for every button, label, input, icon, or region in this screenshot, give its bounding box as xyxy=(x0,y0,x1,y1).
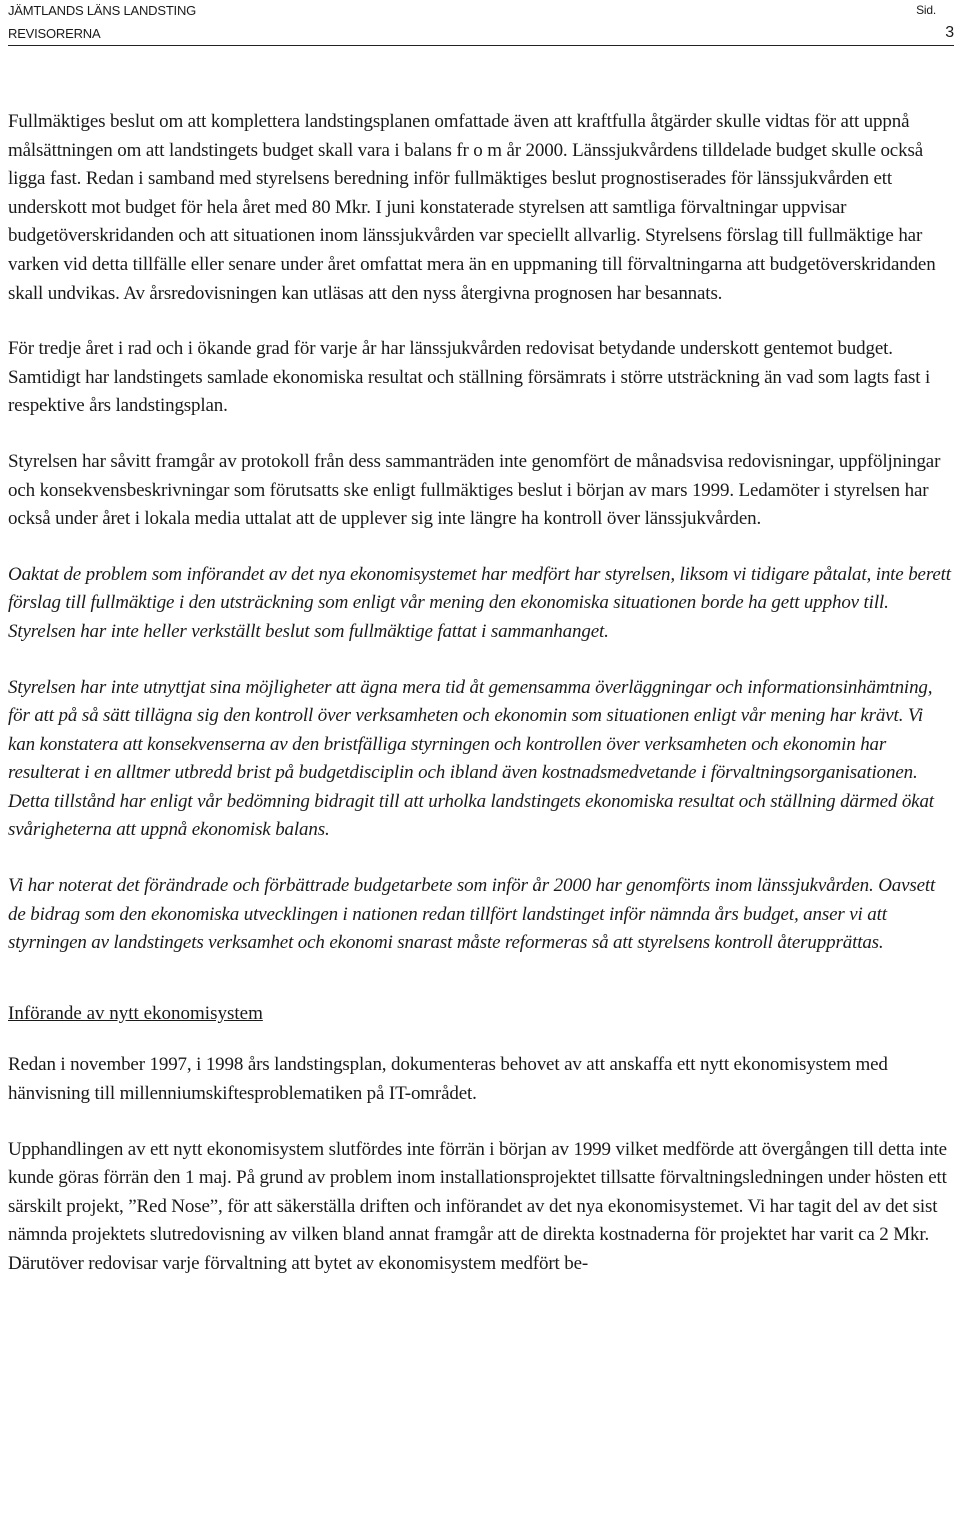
header-dept: REVISORERNA xyxy=(8,26,101,41)
paragraph-assessment-budget-work: Vi har noterat det förändrade och förbättrade budgetarbete som inför år 2000 har genomförts inom länssjukvården. Oavsett de bidrag som den ekonomiska utvecklingen i nationen redan tillfört landstinget inför nämnda års budget, anser vi att styrningen av landstingets verksamhet och ekonomi snarast måste reformeras så att styrelsens kontroll återupprättas. xyxy=(8,875,936,954)
paragraph-board-reporting: Styrelsen har såvitt framgår av protokoll från dess sammanträden inte genomfört de månadsvisa redovisningar, uppföljningar och konsekvensbeskrivningar som förutsatts ske enligt fullmäktiges beslut i början av mars 1999. Ledamöter i styrelsen har också under året i lokala media uttalat att de upplever sig inte längre ha kontroll över länssjukvården. xyxy=(8,450,941,530)
paragraph-assessment-control: Styrelsen har inte utnyttjat sina möjligheter att ägna mera tid åt gemensamma överläggningar och informationsinhämtning, för att på så sätt tillägna sig den kontroll över verksamheten och ekonomin som situationen enligt vår mening har krävt. Vi kan konstatera att konsekvenserna av den bristfälliga styrningen och kontrollen över verksamheten och ekonomin har resulterat i en alltmer utbredd brist på budgetdisciplin och ibland även kostnadsmedvetande i förvaltningsorganisationen. Detta tillstånd har enligt vår bedömning bidragit till att urholka landstingets ekonomiska resultat och ställning därmed ökat svårigheterna att uppnå ekonomisk balans. xyxy=(8,676,934,841)
header-page-number: 3 xyxy=(945,24,954,41)
paragraph-deficit: För tredje året i rad och i ökande grad för varje år har länssjukvården redovisat betydande underskott gentemot budget. Samtidigt har landstingets samlade ekonomiska resultat och ställning försämrats i större utsträckning än vad som lagts fast i respektive års landstingsplan. xyxy=(8,338,931,417)
document-body xyxy=(8,108,952,1306)
paragraph-procurement: Upphandlingen av ett nytt ekonomisystem slutfördes inte förrän i början av 1999 vilket medförde att övergången till detta inte kunde göras förrän den 1 maj. På grund av problem inom installationsprojektet tillsatte förvaltningsledningen under hösten ett särskilt projekt, ”Red Nose”, för att säkerställa driften och införandet av det nya ekonomisystemet. Vi har tagit del av det sist nämnda projektets slutredovisning av vilken bland annat framgår att de direkta kostnaderna för projektet har varit ca 2 Mkr. Därutöver redovisar varje förvaltning att bytet av ekonomisystem medfört be- xyxy=(8,1138,947,1274)
header-org: JÄMTLANDS LÄNS LANDSTING xyxy=(8,3,197,18)
paragraph-assessment-proposals: Oaktat de problem som införandet av det nya ekonomisystemet har medfört har styrelsen, liksom vi tidigare påtalat, inte berett förslag till fullmäktige i den utsträckning som enligt vår mening den ekonomiska situationen borde ha gett upphov till. Styrelsen har inte heller verkställt beslut som fullmäktige fattat i sammanhanget. xyxy=(8,563,951,642)
header-divider xyxy=(8,45,954,46)
paragraph-system-need: Redan i november 1997, i 1998 års landstingsplan, dokumenteras behovet av att anskaffa ett nytt ekonomisystem med hänvisning till millenniumskiftesproblematiken på IT-området. xyxy=(8,1054,888,1105)
section-heading: Införande av nytt ekonomisystem xyxy=(8,1002,263,1024)
page-header xyxy=(8,0,954,46)
header-page-label: Sid. xyxy=(916,3,936,17)
paragraph-budget-decision: Fullmäktiges beslut om att komplettera landstingsplanen omfattade även att kraftfulla åtgärder skulle vidtas för att uppnå målsättningen om att landstingets budget skall vara i balans fr o m år 2000. Länssjukvårdens tilldelade budget skulle också ligga fast. Redan i samband med styrelsens beredning inför fullmäktiges beslut prognostiserades för länssjukvården ett underskott mot budget för hela året med 80 Mkr. I juni konstaterade styrelsen att samtliga förvaltningar uppvisar budgetöverskridanden och att situationen inom länssjukvården var speciellt allvarlig. Styrelsens förslag till fullmäktige har varken vid detta tillfälle eller senare under året omfattat mera än en uppmaning till förvaltningarna att budgetöverskridanden skall undvikas. Av årsredovisningen kan utläsas att den nyss återgivna prognosen har besannats. xyxy=(8,111,936,304)
